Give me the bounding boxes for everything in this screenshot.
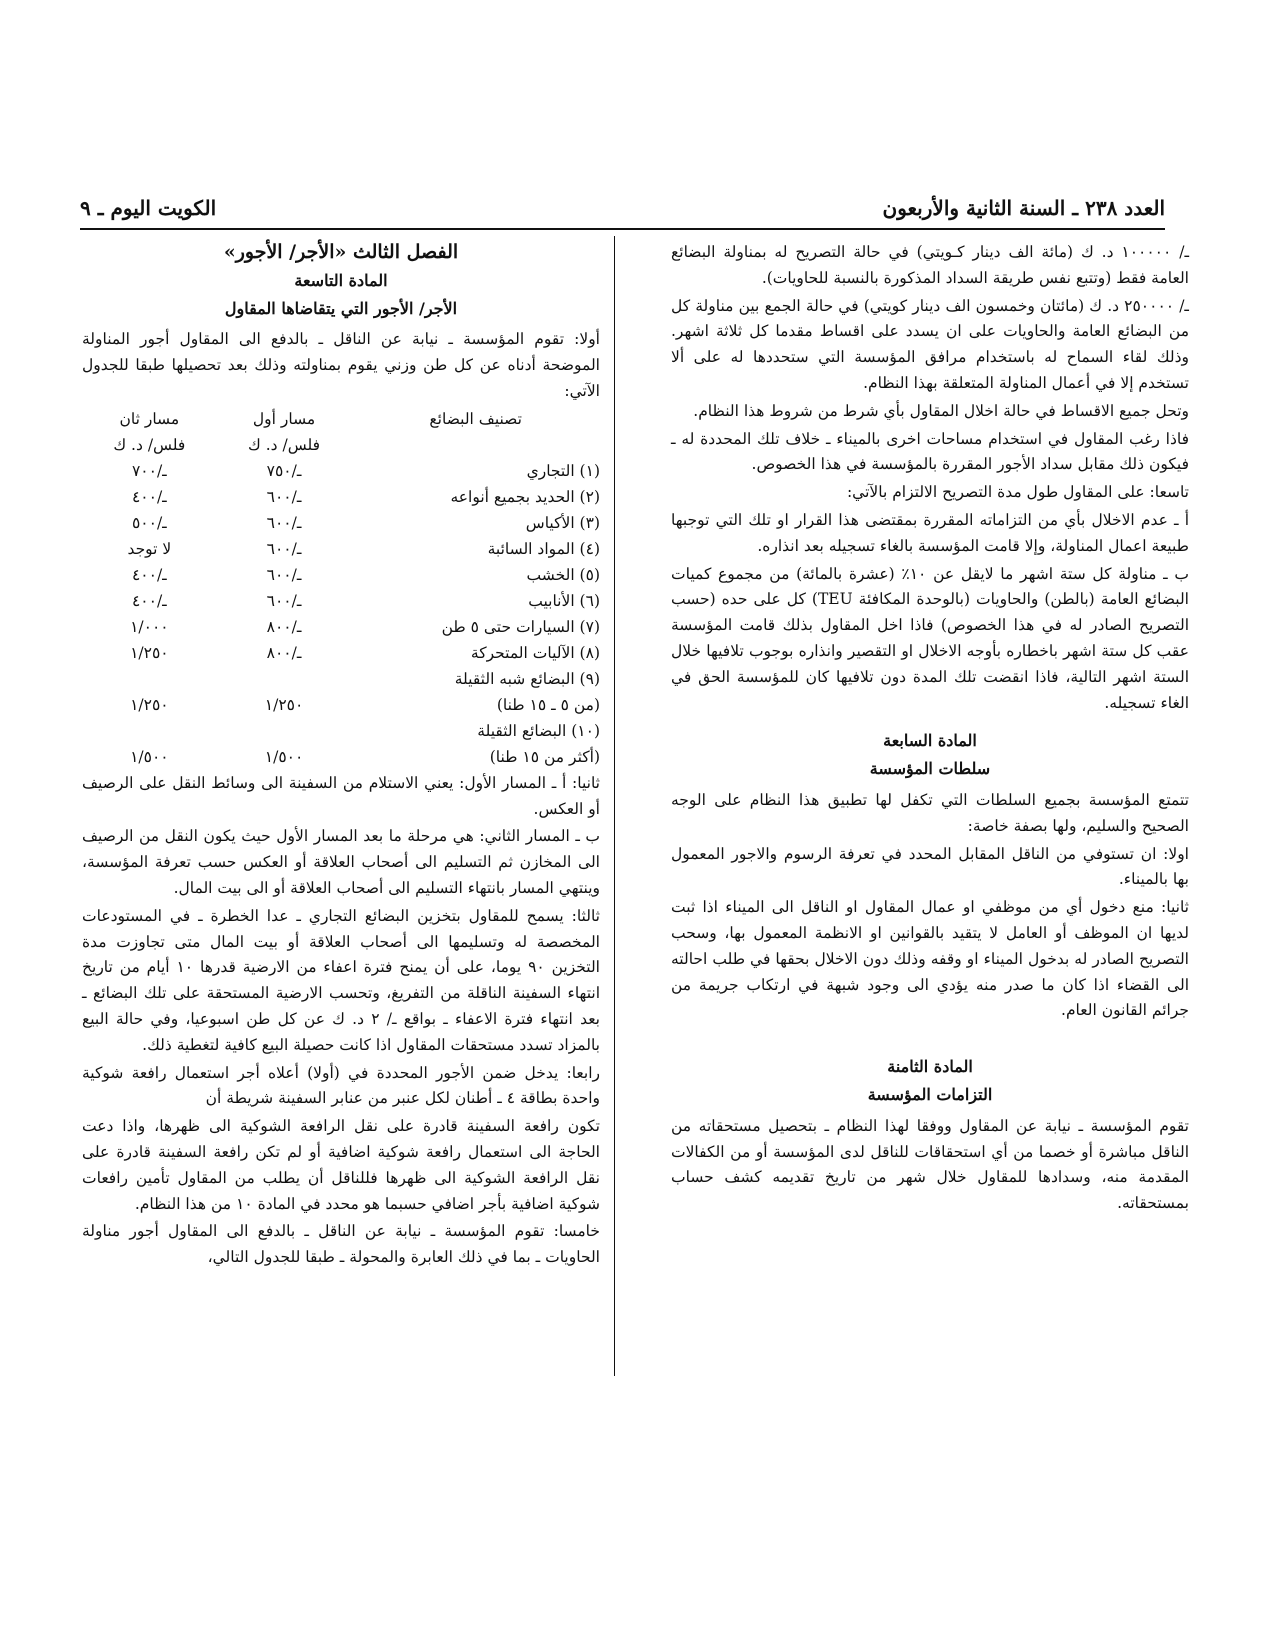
table-cell: ١/٢٥٠ <box>264 695 304 714</box>
table-cell: ـ/٧٥٠ <box>266 461 302 480</box>
table-cell: ـ/٤٠٠ <box>131 487 167 506</box>
paragraph: ثانيا: أ ـ المسار الأول: يعني الاستلام من السفينة الى وسائط النقل على الرصيف أو العكس. <box>82 773 600 818</box>
table-cell: (١) التجاري <box>526 461 600 480</box>
paragraph: تتمتع المؤسسة بجميع السلطات التي تكفل لها تطبيق هذا النظام على الوجه الصحيح والسليم، ولها بصفة خاصة: <box>671 790 1189 835</box>
article-eight-subtitle: التزامات المؤسسة <box>867 1084 993 1104</box>
paragraph: وتحل جميع الاقساط في حالة اخلال المقاول بأي شرط من شروط هذا النظام. <box>693 401 1189 420</box>
table-cell: لا توجد <box>127 539 172 558</box>
table-header-cell: مسار ثان <box>119 409 180 428</box>
table-header-cell: تصنيف البضائع <box>429 409 522 428</box>
table-row <box>82 589 600 615</box>
article-nine-title: المادة التاسعة <box>294 270 388 290</box>
table-cell: ١/٥٠٠ <box>264 747 304 766</box>
table-row <box>82 641 600 667</box>
paragraph: تقوم المؤسسة ـ نيابة عن المقاول ووفقا لهذا النظام ـ بتحصيل مستحقاته من الناقل مباشرة أو خصما من أي استحقاقات للناقل لدى المؤسسة أو من الكفالات المقدمة منه، وسدادها للمقاول خلال شهر من تاريخ تقديمه كشف حساب بمستحقاته. <box>671 1116 1189 1213</box>
table-cell: (٩) البضائع شبه الثقيلة <box>454 669 600 688</box>
table-header-row <box>82 407 600 433</box>
table-units-cell: فلس/ د. ك <box>248 435 321 454</box>
table-cell: (١٠) البضائع الثقيلة <box>477 721 600 740</box>
paragraph: رابعا: يدخل ضمن الأجور المحددة في (أولا) أعلاه أجر استعمال رافعة شوكية واحدة بطاقة ٤ ـ أطنان لكل عنبر من عنابر السفينة شريطة أن <box>82 1063 600 1108</box>
table-cell: (٣) الأكياس <box>525 513 600 532</box>
page-header <box>80 196 1165 224</box>
table-cell <box>82 719 217 745</box>
table-row <box>82 537 600 563</box>
table-header-cell: مسار أول <box>252 409 316 428</box>
table-cell: (٧) السيارات حتى ٥ طن <box>441 617 600 636</box>
paragraph: ـ/ ١٠٠٠٠٠ د. ك (مائة الف دينار كـويتي) في حالة التصريح له بمناولة البضائع العامة فقط (وتتبع نفس طريقة السداد المذكورة بالنسبة للحاويات). <box>671 243 1189 287</box>
table-row <box>82 563 600 589</box>
table-row <box>82 667 600 693</box>
table-row <box>82 693 600 719</box>
table-cell: ـ/٦٠٠ <box>266 513 302 532</box>
paragraph: ـ/ ٢٥٠٠٠٠ د. ك (مائتان وخمسون الف دينار كويتي) في حالة الجمع بين مناولة كل من البضائع العامة والحاويات على ان يسدد على اقساط مقدما كل ثلاثة اشهر. وذلك لقاء السماح له باستخدام مرافق المؤسسة التي ستحددها له على ألا تستخدم إلا في أعمال المناولة المتعلقة بهذا النظام. <box>671 296 1189 392</box>
table-cell: (٥) الخشب <box>526 565 600 584</box>
paragraph: ثالثا: يسمح للمقاول بتخزين البضائع التجاري ـ عدا الخطرة ـ في المستودعات المخصصة له وتسليمها الى أصحاب العلاقة أو بيت المال متى تجاوزت مدة التخزين ٩٠ يوما، على أن يمنح فترة اعفاء من الارضية قدرها ١٠ أيام من تاريخ انتهاء السفينة الناقلة من التفريغ، وتحسب الارضية المستحقة على تلك البضائع ـ بعد انتهاء فترة الاعفاء ـ بواقع ـ/ ٢ د. ك عن كل طن اسبوعيا، وفي حالة البيع بالمزاد تسدد مستحقات المقاول اذا كانت حصيلة البيع كافية لتغطية ذلك. <box>82 906 600 1054</box>
paragraph: ب ـ المسار الثاني: هي مرحلة ما بعد المسار الأول حيث يكون النقل من الرصيف الى المخازن ثم التسليم الى أصحاب العلاقة أو العكس حسب تعرفة المؤسسة، وينتهي المسار بانتهاء التسليم الى أصحاب العلاقة أو الى بيت المال. <box>82 827 600 897</box>
chapter-title: الفصل الثالث «الأجر/ الأجور» <box>223 241 459 263</box>
table-row <box>82 511 600 537</box>
table-cell: (من ٥ ـ ١٥ طنا) <box>496 695 600 714</box>
header-rule <box>80 228 1165 230</box>
paragraph: تاسعا: على المقاول طول مدة التصريح الالتزام بالآتي: <box>846 483 1189 502</box>
article-nine-subtitle: الأجر/ الأجور التي يتقاضاها المقاول <box>224 298 458 318</box>
table-cell: (٤) المواد السائبة <box>487 539 600 558</box>
table-units-cell: فلس/ د. ك <box>113 435 186 454</box>
table-cell: ـ/٦٠٠ <box>266 565 302 584</box>
table-cell: ـ/٦٠٠ <box>266 487 302 506</box>
paragraph: ب ـ مناولة كل ستة اشهر ما لايقل عن ١٠٪ (عشرة بالمائة) من مجموع كميات البضائع العامة (بالطن) والحاويات (بالوحدة المكافئة TEU) كل على حده (حسب التصريح الصادر له في هذا الخصوص) فاذا اخل المقاول بذلك قامت المؤسسة عقب كل ستة اشهر باخطاره بأوجه الاخلال او التقصير وانذاره بوجوب تلافيها خلال الستة اشهر التالية، فاذا انقضت تلك المدة دون تلافيها كان للمؤسسة الحق في الغاء تسجيله. <box>671 564 1189 712</box>
table-cell: ١/٢٥٠ <box>130 695 169 714</box>
table-cell <box>217 667 352 693</box>
article-seven-title: المادة السابعة <box>883 731 977 751</box>
article-eight-title: المادة الثامنة <box>887 1057 973 1077</box>
paragraph: تكون رافعة السفينة قادرة على نقل الرافعة الشوكية الى ظهرها، واذا دعت الحاجة الى استعمال رافعة شوكية اضافية أو لم تكن رافعة السفينة قادرة على نقل الرافعة الشوكية الى ظهرها فللناقل أن يطلب من المقاول تأمين رافعات شوكية اضافية بأجر اضافي حسبما هو محدد في المادة ١٠ من هذا النظام. <box>82 1117 600 1213</box>
issue-number: العدد ٢٣٨ ـ السنة الثانية والأربعون <box>882 196 1165 220</box>
table-cell: ١/٥٠٠ <box>130 747 169 766</box>
table-cell: ـ/٥٠٠ <box>131 513 167 532</box>
paragraph: فاذا رغب المقاول في استخدام مساحات اخرى بالميناء ـ خلاف تلك المحددة له ـ فيكون ذلك مقابل سداد الأجور المقررة بالمؤسسة في هذا الخصوص. <box>671 429 1189 474</box>
table-cell: ـ/٤٠٠ <box>131 565 167 584</box>
left-column <box>82 240 600 1273</box>
paragraph: أ ـ عدم الاخلال بأي من التزاماته المقررة بمقتضى هذا القرار او تلك التي توجبها طبيعة اعمال المناولة، وإلا قامت المؤسسة بالغاء تسجيله بعد انذاره. <box>671 510 1189 555</box>
paragraph: خامسا: تقوم المؤسسة ـ نيابة عن الناقل ـ بالدفع الى المقاول أجور مناولة الحاويات ـ بما في ذلك العابرة والمحولة ـ طبقا للجدول التالي، <box>82 1222 600 1267</box>
table-cell <box>217 719 352 745</box>
paragraph: أولا: تقوم المؤسسة ـ نيابة عن الناقل ـ بالدفع الى المقاول أجور المناولة الموضحة أدناه عن كل طن وزني يقوم بمناولته وذلك بعد تحصيلها طبقا للجدول الآتي: <box>82 330 600 400</box>
right-column <box>671 240 1189 1219</box>
table-cell: (٨) الآليات المتحركة <box>470 643 600 662</box>
article-seven-subtitle: سلطات المؤسسة <box>869 759 991 779</box>
paragraph: اولا: ان تستوفي من الناقل المقابل المحدد في تعرفة الرسوم والاجور المعمول بها بالميناء. <box>671 844 1189 889</box>
table-cell <box>82 667 217 693</box>
table-cell: (٦) الأنابيب <box>528 591 600 610</box>
table-cell: ـ/٤٠٠ <box>131 591 167 610</box>
table-cell: ١/٠٠٠ <box>130 617 169 636</box>
table-row <box>82 745 600 771</box>
table-cell: (أكثر من ١٥ طنا) <box>489 747 600 766</box>
table-cell: ـ/٦٠٠ <box>266 591 302 610</box>
table-cell: ـ/٨٠٠ <box>266 643 302 662</box>
table-row <box>82 719 600 745</box>
table-cell: (٢) الحديد بجميع أنواعه <box>450 487 600 506</box>
handling-fees-table <box>82 407 600 771</box>
table-row <box>82 615 600 641</box>
table-cell: ـ/٨٠٠ <box>266 617 302 636</box>
table-row <box>82 459 600 485</box>
column-divider <box>614 236 615 1376</box>
table-units-row <box>82 433 600 459</box>
table-row <box>82 485 600 511</box>
publication-name: الكويت اليوم ـ ٩ <box>80 196 217 220</box>
table-cell: ١/٢٥٠ <box>130 643 169 662</box>
table-cell: ـ/٦٠٠ <box>266 539 302 558</box>
table-units-cell <box>351 433 600 459</box>
table-cell: ـ/٧٠٠ <box>131 461 167 480</box>
paragraph: ثانيا: منع دخول أي من موظفي او عمال المقاول او الناقل الى الميناء اذا ثبت لديها ان الموظف أو العامل لا يتقيد بالقوانين او الانظمة المعمول بها، وسحب التصريح الصادر له بدخول الميناء او وقفه وذلك دون الاخلال بحقها في طلب احالته الى القضاء اذا كان ما صدر منه يؤدي الى وجود شبهة في ارتكاب جريمة من جرائم القانون العام. <box>671 898 1189 1020</box>
